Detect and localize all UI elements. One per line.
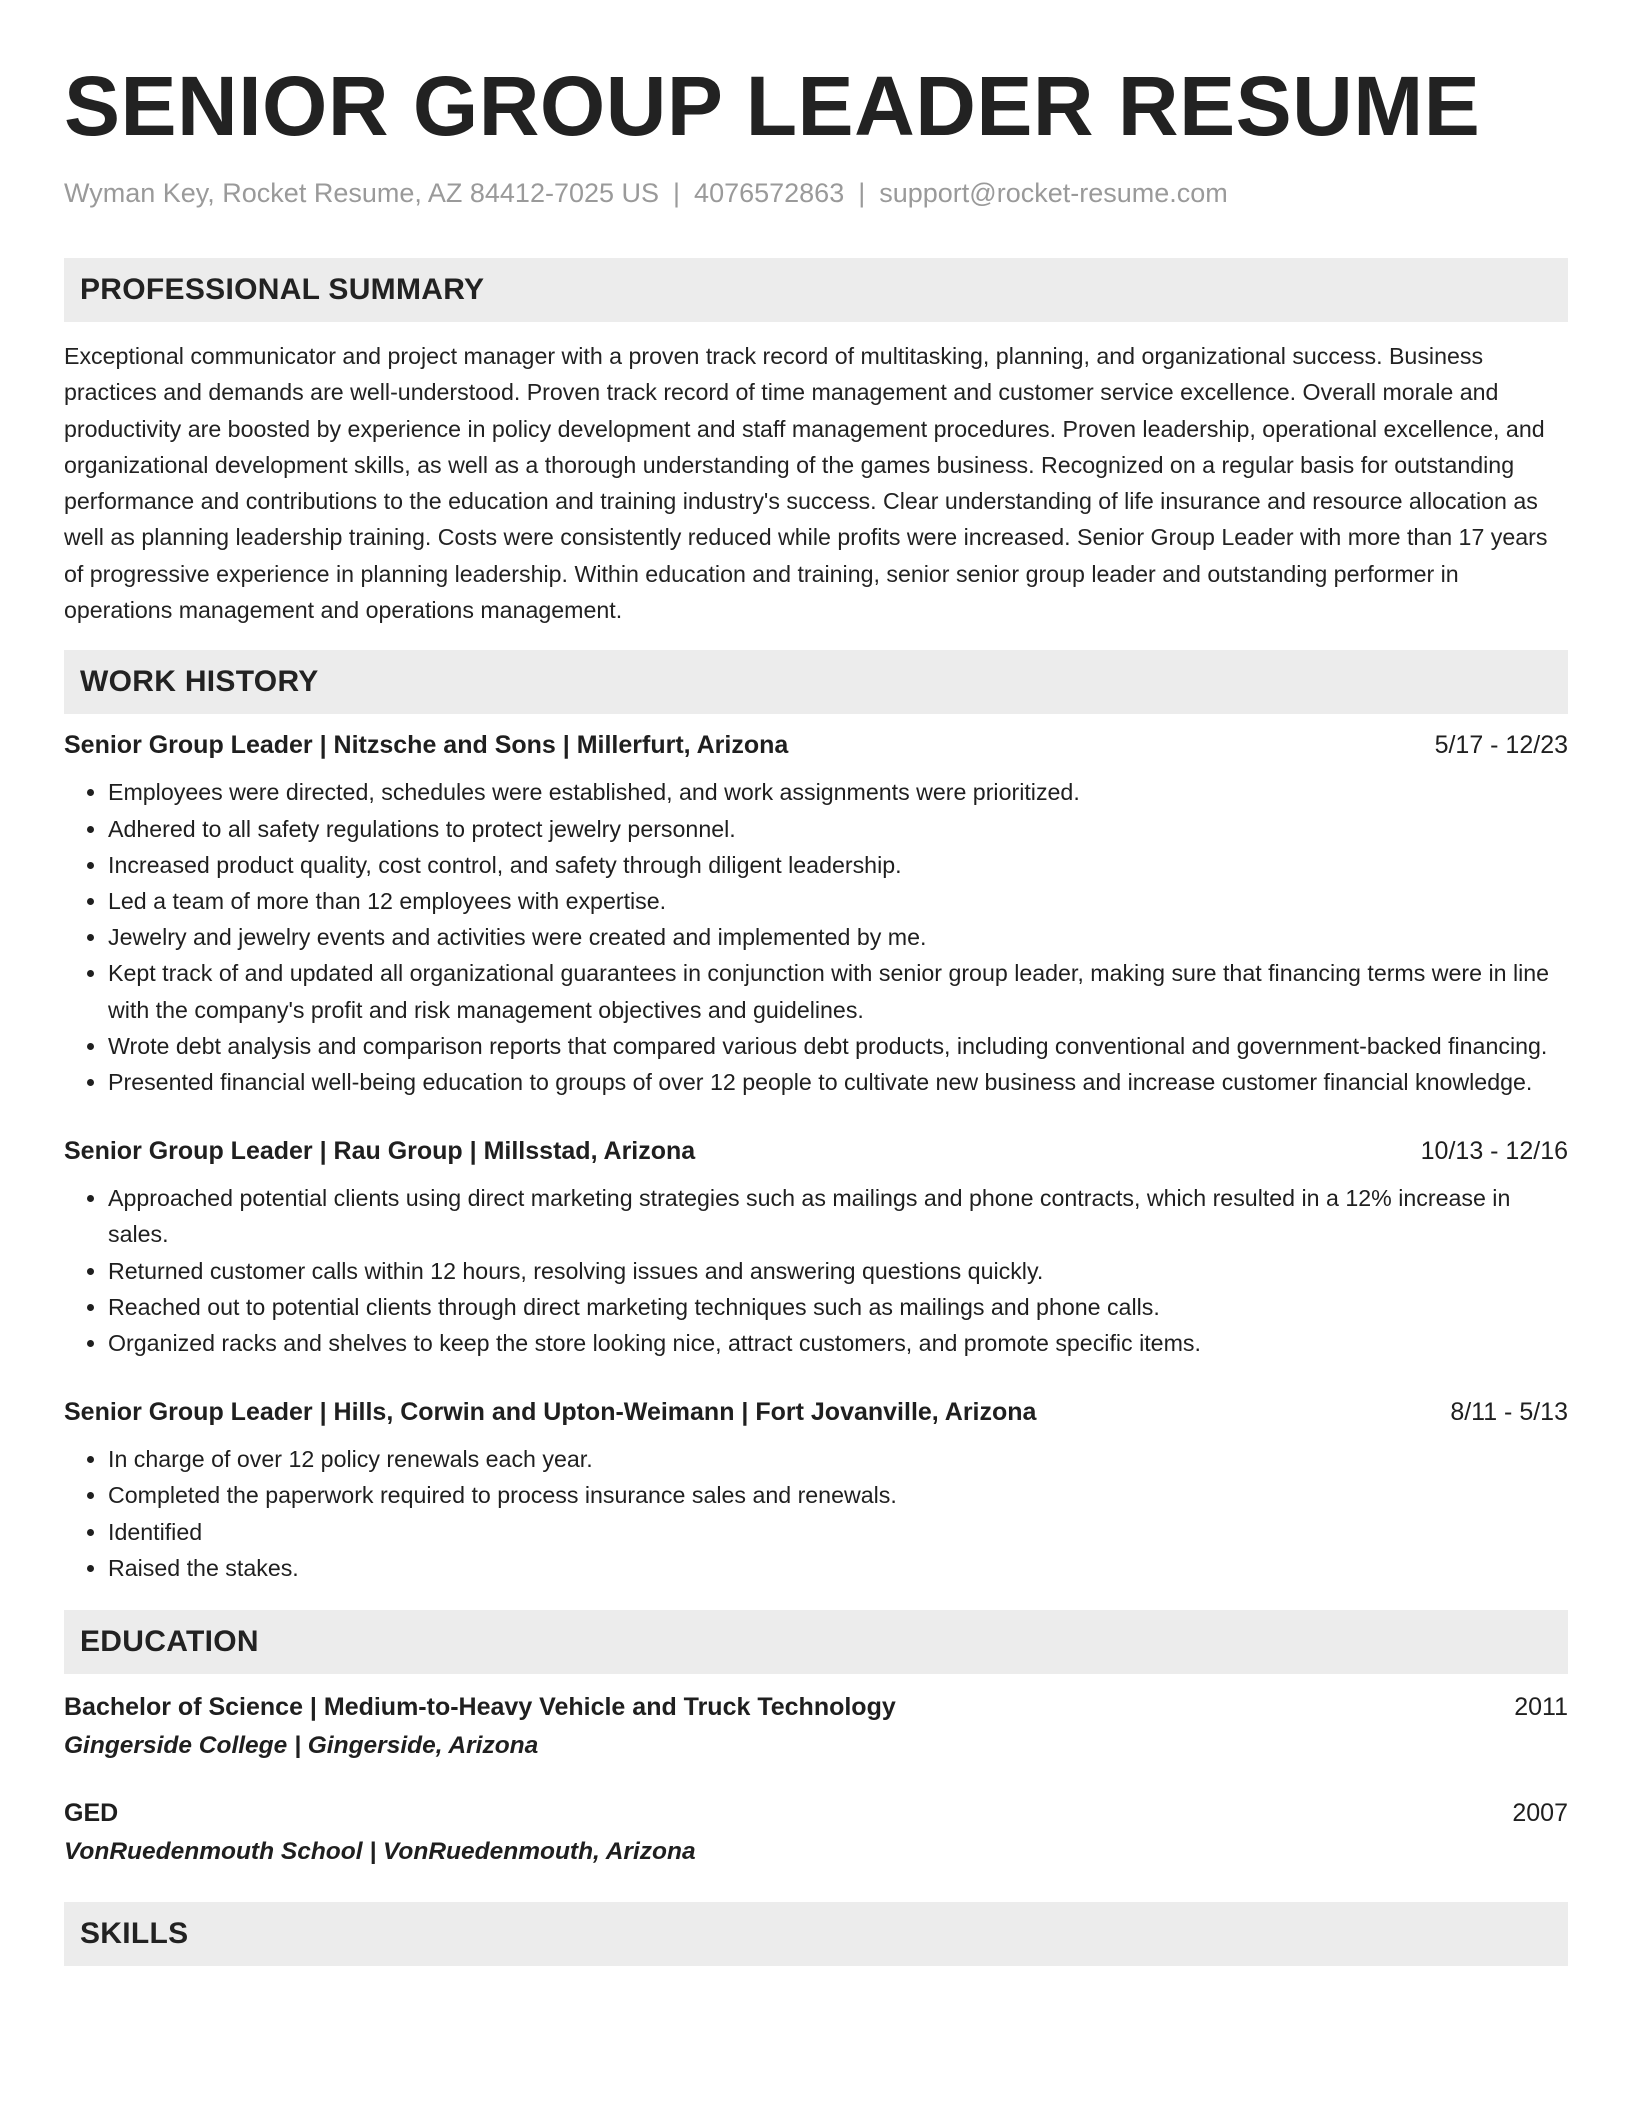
education-school: Gingerside College | Gingerside, Arizona: [64, 1732, 539, 1760]
job-title: Senior Group Leader | Hills, Corwin and Upton-Weimann | Fort Jovanville, Arizona: [64, 1398, 1037, 1427]
education-heading: EDUCATION: [80, 1625, 259, 1659]
job-bullet: • Wrote debt analysis and comparison reports that compared various debt products, including conventional and government-backed financing.: [108, 1028, 1568, 1064]
education-degree: Bachelor of Science | Medium-to-Heavy Vehicle and Truck Technology: [64, 1693, 896, 1722]
education-header: [64, 1796, 1568, 1830]
education-section-bar: [64, 1610, 1568, 1674]
job-bullet: • Approached potential clients using direct marketing strategies such as mailings and phone contracts, which resulted in a 12% increase in sales.: [108, 1180, 1568, 1252]
education-degree: GED: [64, 1799, 119, 1828]
job-bullet: • Identified: [108, 1514, 1568, 1550]
education-header: [64, 1690, 1568, 1724]
job-bullet: • Kept track of and updated all organizational guarantees in conjunction with senior group leader, making sure that financing terms were in line with the company's profit and risk management objectives and guidelines.: [108, 955, 1568, 1027]
job-bullet: • Employees were directed, schedules were established, and work assignments were prioritized.: [108, 774, 1568, 810]
contact-address: Wyman Key, Rocket Resume, AZ 84412-7025 US: [64, 178, 660, 208]
work-heading: WORK HISTORY: [80, 665, 319, 699]
job-header: [64, 1395, 1568, 1429]
job-bullet: • Increased product quality, cost control, and safety through diligent leadership.: [108, 847, 1568, 883]
job-bullet: • Presented financial well-being education to groups of over 12 people to cultivate new business and increase customer financial knowledge.: [108, 1064, 1568, 1100]
education-year: 2011: [1514, 1693, 1568, 1722]
education-entry: [64, 1690, 1568, 1764]
job-title: Senior Group Leader | Rau Group | Millsstad, Arizona: [64, 1137, 696, 1166]
job-bullets: [64, 1441, 1568, 1586]
job-bullets: [64, 1180, 1568, 1361]
contact-phone: 4076572863: [694, 178, 845, 208]
contact-email: support@rocket-resume.com: [879, 178, 1228, 208]
job-dates: 5/17 - 12/23: [1434, 731, 1568, 760]
education-school: VonRuedenmouth School | VonRuedenmouth, Arizona: [64, 1838, 696, 1866]
skills-section-bar: [64, 1902, 1568, 1966]
job-dates: 10/13 - 12/16: [1420, 1137, 1568, 1166]
education-year: 2007: [1512, 1799, 1568, 1828]
summary-section-bar: [64, 258, 1568, 322]
summary-text: Exceptional communicator and project manager with a proven track record of multitasking, planning, and organizational success. Business practices and demands are well-understood. Proven track record of time management and customer service excellence. Overall morale and productivity are boosted by experience in policy development and staff management procedures. Proven leadership, operational excellence, and organizational development skills, as well as a thorough understanding of the games business. Recognized on a regular basis for outstanding performance and contributions to the education and training industry's success. Clear understanding of life insurance and resource allocation as well as planning leadership training. Costs were consistently reduced while profits were increased. Senior Group Leader with more than 17 years of progressive experience in planning leadership. Within education and training, senior senior group leader and outstanding performer in operations management and operations management.: [64, 343, 1548, 624]
job-bullet: • Reached out to potential clients through direct marketing techniques such as mailings and phone calls.: [108, 1289, 1568, 1325]
contact-separator: |: [673, 178, 681, 208]
job-header: [64, 1134, 1568, 1168]
resume-page: [64, 0, 1568, 1966]
job-entry: [64, 1395, 1568, 1586]
job-bullet: • Jewelry and jewelry events and activities were created and implemented by me.: [108, 919, 1568, 955]
job-bullet: • Led a team of more than 12 employees with expertise.: [108, 883, 1568, 919]
job-bullet: • Adhered to all safety regulations to protect jewelry personnel.: [108, 811, 1568, 847]
skills-heading: SKILLS: [80, 1917, 189, 1951]
job-dates: 8/11 - 5/13: [1450, 1398, 1568, 1427]
job-entry: [64, 1134, 1568, 1361]
education-entry: [64, 1796, 1568, 1870]
job-title: Senior Group Leader | Nitzsche and Sons | Millerfurt, Arizona: [64, 731, 789, 760]
job-header: [64, 728, 1568, 762]
job-bullet: • Raised the stakes.: [108, 1550, 1568, 1586]
job-bullet: • Completed the paperwork required to process insurance sales and renewals.: [108, 1477, 1568, 1513]
job-bullets: [64, 774, 1568, 1100]
job-bullet: • Returned customer calls within 12 hours, resolving issues and answering questions quickly.: [108, 1253, 1568, 1289]
resume-title: SENIOR GROUP LEADER RESUME: [64, 59, 1481, 153]
work-section-bar: [64, 650, 1568, 714]
job-entry: [64, 728, 1568, 1100]
job-bullet: • In charge of over 12 policy renewals each year.: [108, 1441, 1568, 1477]
summary-heading: PROFESSIONAL SUMMARY: [80, 273, 485, 306]
contact-separator: |: [858, 178, 866, 208]
job-bullet: • Organized racks and shelves to keep the store looking nice, attract customers, and promote specific items.: [108, 1325, 1568, 1361]
contact-line: [64, 176, 1568, 210]
